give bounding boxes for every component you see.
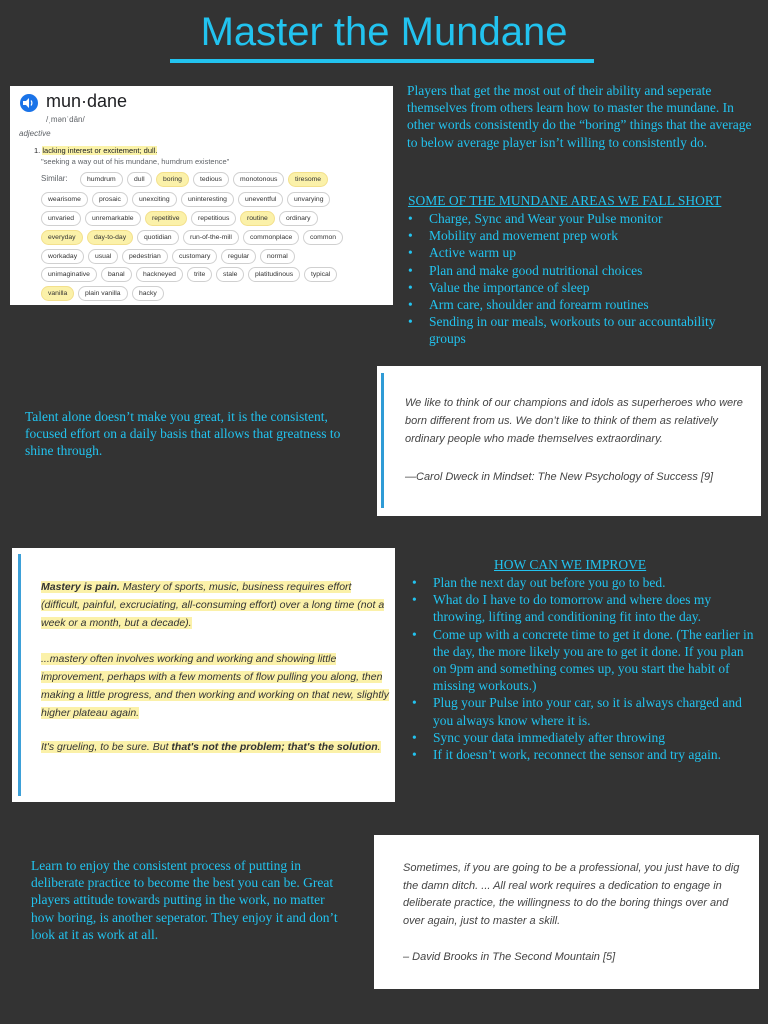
list-item: • If it doesn’t work, reconnect the sensor and try again. [410,746,755,763]
areas-heading: SOME OF THE MUNDANE AREAS WE FALL SHORT [408,193,722,208]
page-title: Master the Mundane [200,10,568,54]
dictionary-card [10,86,393,305]
definition [34,146,157,156]
synonym-chip[interactable]: workaday [41,249,84,264]
dweck-quote-text: We like to think of our champions and idols as superheroes who were born different from us. We don’t like to think of them as relatively ordinary people who made themselves extraordinary. [405,397,743,445]
enjoy-paragraph: Learn to enjoy the consistent process of putting in deliberate practice to become the best you can be. Great players attitude towards putting in the work, no matter how boring, is another seperator. They enjoy it and don’t look at it as work at all. [31,858,338,942]
list-item: • Plan and make good nutritional choices [406,262,746,279]
brooks-quote-card [374,835,759,989]
synonym-chip[interactable]: uninteresting [181,192,234,207]
list-item: • What do I have to do tomorrow and where does my throwing, lifting and conditioning fit into the day. [410,591,755,625]
synonym-chip[interactable]: prosaic [92,192,128,207]
list-item: • Plan the next day out before you go to bed. [410,574,755,591]
list-item: • Come up with a concrete time to get it done. (The earlier in the day, the more likely you are to get it done. If you plan on 9pm and something comes up, you start the habit of missing workouts.) [410,626,755,695]
synonym-chip[interactable]: vanilla [41,286,74,301]
mastery-quote-p1: Mastery is pain. Mastery of sports, music, business requires effort (difficult, painful, excruciating, all-consuming effort) over a long time (not a week or a month, but a decade). [41,581,385,629]
list-item: • Plug your Pulse into your car, so it is always charged and you always know where it is. [410,694,755,728]
definition-example: "seeking a way out of his mundane, humdrum existence" [41,157,230,166]
definition-number: 1. [34,146,41,155]
list-item: • Arm care, shoulder and forearm routines [406,296,746,313]
synonym-chip[interactable]: typical [304,267,337,282]
dweck-quote-attribution: —Carol Dweck in Mindset: The New Psychology of Success [9] [405,471,714,483]
synonym-chip[interactable]: normal [260,249,295,264]
list-item: • Mobility and movement prep work [406,227,746,244]
speaker-icon[interactable] [20,94,38,112]
synonym-chip[interactable]: unimaginative [41,267,97,282]
dweck-quote-card [377,366,761,516]
synonym-chip[interactable]: ordinary [279,211,318,226]
list-item: • Sending in our meals, workouts to our accountability groups [406,313,746,347]
synonym-chip[interactable]: tedious [193,172,229,187]
brooks-quote-attribution: – David Brooks in The Second Mountain [5] [403,951,616,963]
synonym-chip[interactable]: routine [240,211,275,226]
pronunciation: /ˌmənˈdān/ [46,115,85,124]
synonym-chip[interactable]: humdrum [80,172,123,187]
definition-text: lacking interest or excitement; dull. [42,146,158,155]
synonym-chip[interactable]: hacky [132,286,164,301]
synonym-chip[interactable]: wearisome [41,192,88,207]
synonym-chip[interactable]: tiresome [288,172,328,187]
dictionary-word: mun·dane [46,91,128,111]
synonym-chip[interactable]: regular [221,249,256,264]
mastery-quote-card [12,548,395,802]
list-item: • Active warm up [406,244,746,261]
areas-list [406,210,746,348]
mastery-quote-p3: It's grueling, to be sure. But that's not the problem; that's the solution. [41,741,381,753]
synonym-chip[interactable]: day-to-day [87,230,133,245]
synonym-chip[interactable]: trite [187,267,212,282]
synonym-chip[interactable]: dull [127,172,152,187]
synonym-chip[interactable]: pedestrian [122,249,168,264]
synonym-chip[interactable]: boring [156,172,189,187]
synonym-chip[interactable]: run-of-the-mill [183,230,239,245]
title-underline [170,59,594,63]
brooks-quote-text: Sometimes, if you are going to be a professional, you just have to dig the damn ditch. ... All real work requires a dedication to engage in deliberate practice, the willingness to do the boring things over and over again, just to master a skill. [403,862,740,927]
mastery-quote-p2: ...mastery often involves working and working and showing little improvement, perhaps with a few moments of flow pulling you along, then making a little progress, and then working and working on that new, slightly higher plateau again. [41,653,389,719]
synonym-chip[interactable]: usual [88,249,118,264]
list-item: • Sync your data immediately after throwing [410,729,755,746]
synonym-chip[interactable]: unexciting [132,192,177,207]
synonym-chip[interactable]: unremarkable [85,211,141,226]
synonym-chip[interactable]: banal [101,267,132,282]
synonym-chip[interactable]: repetitious [191,211,236,226]
synonym-chip[interactable]: monotonous [233,172,284,187]
synonym-chip[interactable]: commonplace [243,230,299,245]
intro-paragraph: Players that get the most out of their ability and seperate themselves from others learn how to master the mundane. In other words consistently do the “boring” things that the average to below average player isn’t willing to consistently do. [407,83,752,150]
synonym-chip[interactable]: uneventful [238,192,283,207]
synonym-chip[interactable]: stale [216,267,244,282]
synonym-chip[interactable]: customary [172,249,217,264]
synonym-chip[interactable]: hackneyed [136,267,183,282]
synonym-chip[interactable]: quotidian [137,230,179,245]
synonym-chip[interactable]: plain vanilla [78,286,128,301]
synonym-chip[interactable]: common [303,230,343,245]
talent-paragraph: Talent alone doesn’t make you great, it is the consistent, focused effort on a daily basis that allows that greatness to shine through. [25,409,341,459]
quote-bar [18,554,21,796]
synonym-chip[interactable]: platitudinous [248,267,300,282]
synonym-chip[interactable]: unvarying [287,192,330,207]
quote-bar [381,373,384,508]
synonym-chip[interactable]: repetitive [145,211,187,226]
synonym-chip[interactable]: everyday [41,230,83,245]
similar-label: Similar: [41,174,68,183]
improve-list [410,574,755,763]
synonym-chip[interactable]: unvaried [41,211,81,226]
list-item: • Value the importance of sleep [406,279,746,296]
improve-heading: HOW CAN WE IMPROVE [494,557,647,572]
mastery-quote-bold: Mastery is pain. [41,581,120,593]
part-of-speech: adjective [19,129,51,138]
list-item: • Charge, Sync and Wear your Pulse monitor [406,210,746,227]
